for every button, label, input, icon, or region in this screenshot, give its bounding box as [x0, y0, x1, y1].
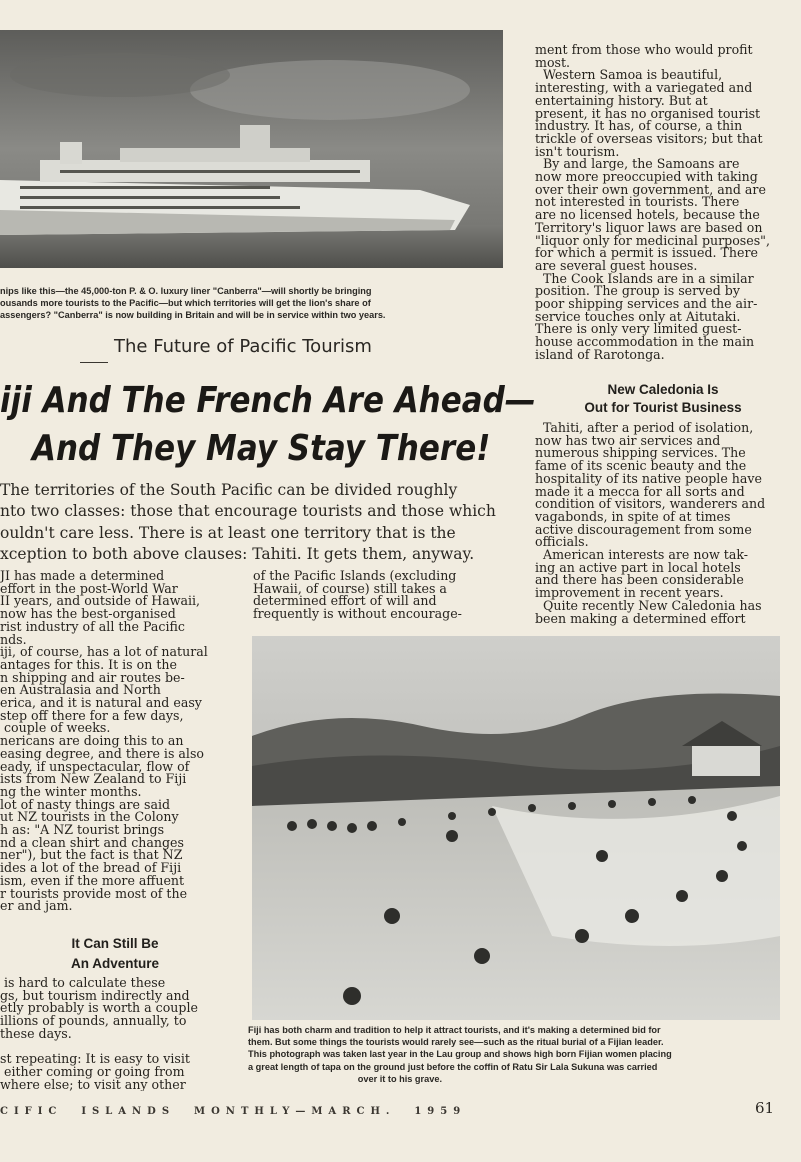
bottom-photo-caption: Fiji has both charm and tradition to help it attract tourists, and it's making a determined bid for them. But some things the tourists would rarely see—such as the ritual burial of a Fijian leader. This photograph was taken last year in the Lau group and shows high born Fijian women placing a great length of tapa on the ground just before the coffin of Ratu Sir Lala Sukuna was carried over it to his grave.	[248, 1025, 672, 1084]
column-right-body-2: Tahiti, after a period of isolation, now has two air services and numerous shipping services. The fame of its scenic beauty and the hospitality of its native people have made it a mecca for all sorts and condition of visitors, wanderers and vagabonds, in spite of at times active discouragement from some officials. American interests are now tak- ing an active part in local hotels and there has been considerable improvement in recent years. Quite recently New Caledonia has been making a determined effort	[535, 422, 766, 626]
article-intro: The territories of the South Pacific can be divided roughly nto two classes: those that encourage tourists and those which ouldn't care less. There is at least one territory that is the xception to both above clauses: Tahiti. It gets them, anyway.	[0, 481, 496, 563]
column-right-body: ment from those who would profit most. Western Samoa is beautiful, interesting, with a variegated and entertaining history. But at present, it has no organised tourist industry. It has, of course, a thin trickle of overseas visitors; but that isn't tourism. By and large, the Samoans are now more preoccupied with taking over their own government, and are not interested in tourists. There are no licensed hotels, because the Territory's liquor laws are based on "liquor only for medicinal purposes", for which a permit is issued. There are several guest houses. The Cook Islands are in a similar position. The group is served by poor shipping services and the air- service touches only at Aitutaki. There is only very limited guest- house accommodation in the main island of Rarotonga.	[535, 44, 770, 362]
running-title: CIFIC ISLANDS MONTHLY—MARCH. 1959	[0, 1106, 467, 1117]
column-left-body-2: is hard to calculate these gs, but tourism indirectly and etly probably is worth a couple illions of pounds, annually, to these days. st repeating: It is easy to visit either coming or going from where else; to visit any other	[0, 977, 198, 1091]
ceremony-illustration	[252, 636, 780, 1020]
subhead-right-1: New Caledonia Is	[607, 382, 719, 397]
subhead-left-2: An Adventure	[70, 956, 159, 971]
page-number: 61	[755, 1099, 775, 1117]
fiji-ceremony-photo	[252, 636, 780, 1020]
subhead-left-1: It Can Still Be	[71, 936, 159, 951]
article-kicker: The Future of Pacific Tourism	[114, 336, 372, 357]
subhead-right-2: Out for Tourist Business	[584, 400, 742, 415]
top-photo-caption: nips like this—the 45,000-ton P. & O. luxury liner "Canberra"—will shortly be bringing ousands more tourists to the Pacific—but which territories will get the lion's share of assengers? "Canberra" is now building in Britain and will be in service within two years.	[0, 286, 386, 321]
kicker-rule-left	[80, 362, 108, 363]
canberra-ship-photo	[0, 30, 503, 268]
headline-line-1: iji And The French Are Ahead—	[0, 380, 536, 421]
headline-line-2: And They May Stay There!	[32, 428, 491, 469]
ship-illustration	[0, 30, 503, 268]
column-middle-body: of the Pacific Islands (excluding Hawaii, of course) still takes a determined effort of will and frequently is without encourage-	[253, 570, 462, 622]
column-left-body: JI has made a determined effort in the post-World War II years, and outside of Hawaii, now has the best-organised rist industry of all the Pacific nds. iji, of course, has a lot of natural antages for this. It is on the n shipping and air routes be- en Australasia and North erica, and it is natural and easy step off there for a few days, couple of weeks. nericans are doing this to an easing degree, and there is also eady, if unspectacular, flow of ists from New Zealand to Fiji ng the winter months. lot of nasty things are said ut NZ tourists in the Colony h as: "A NZ tourist brings nd a clean shirt and changes ner"), but the fact is that NZ ides a lot of the bread of Fiji ism, even if the more affuent r tourists provide most of the er and jam.	[0, 570, 208, 914]
